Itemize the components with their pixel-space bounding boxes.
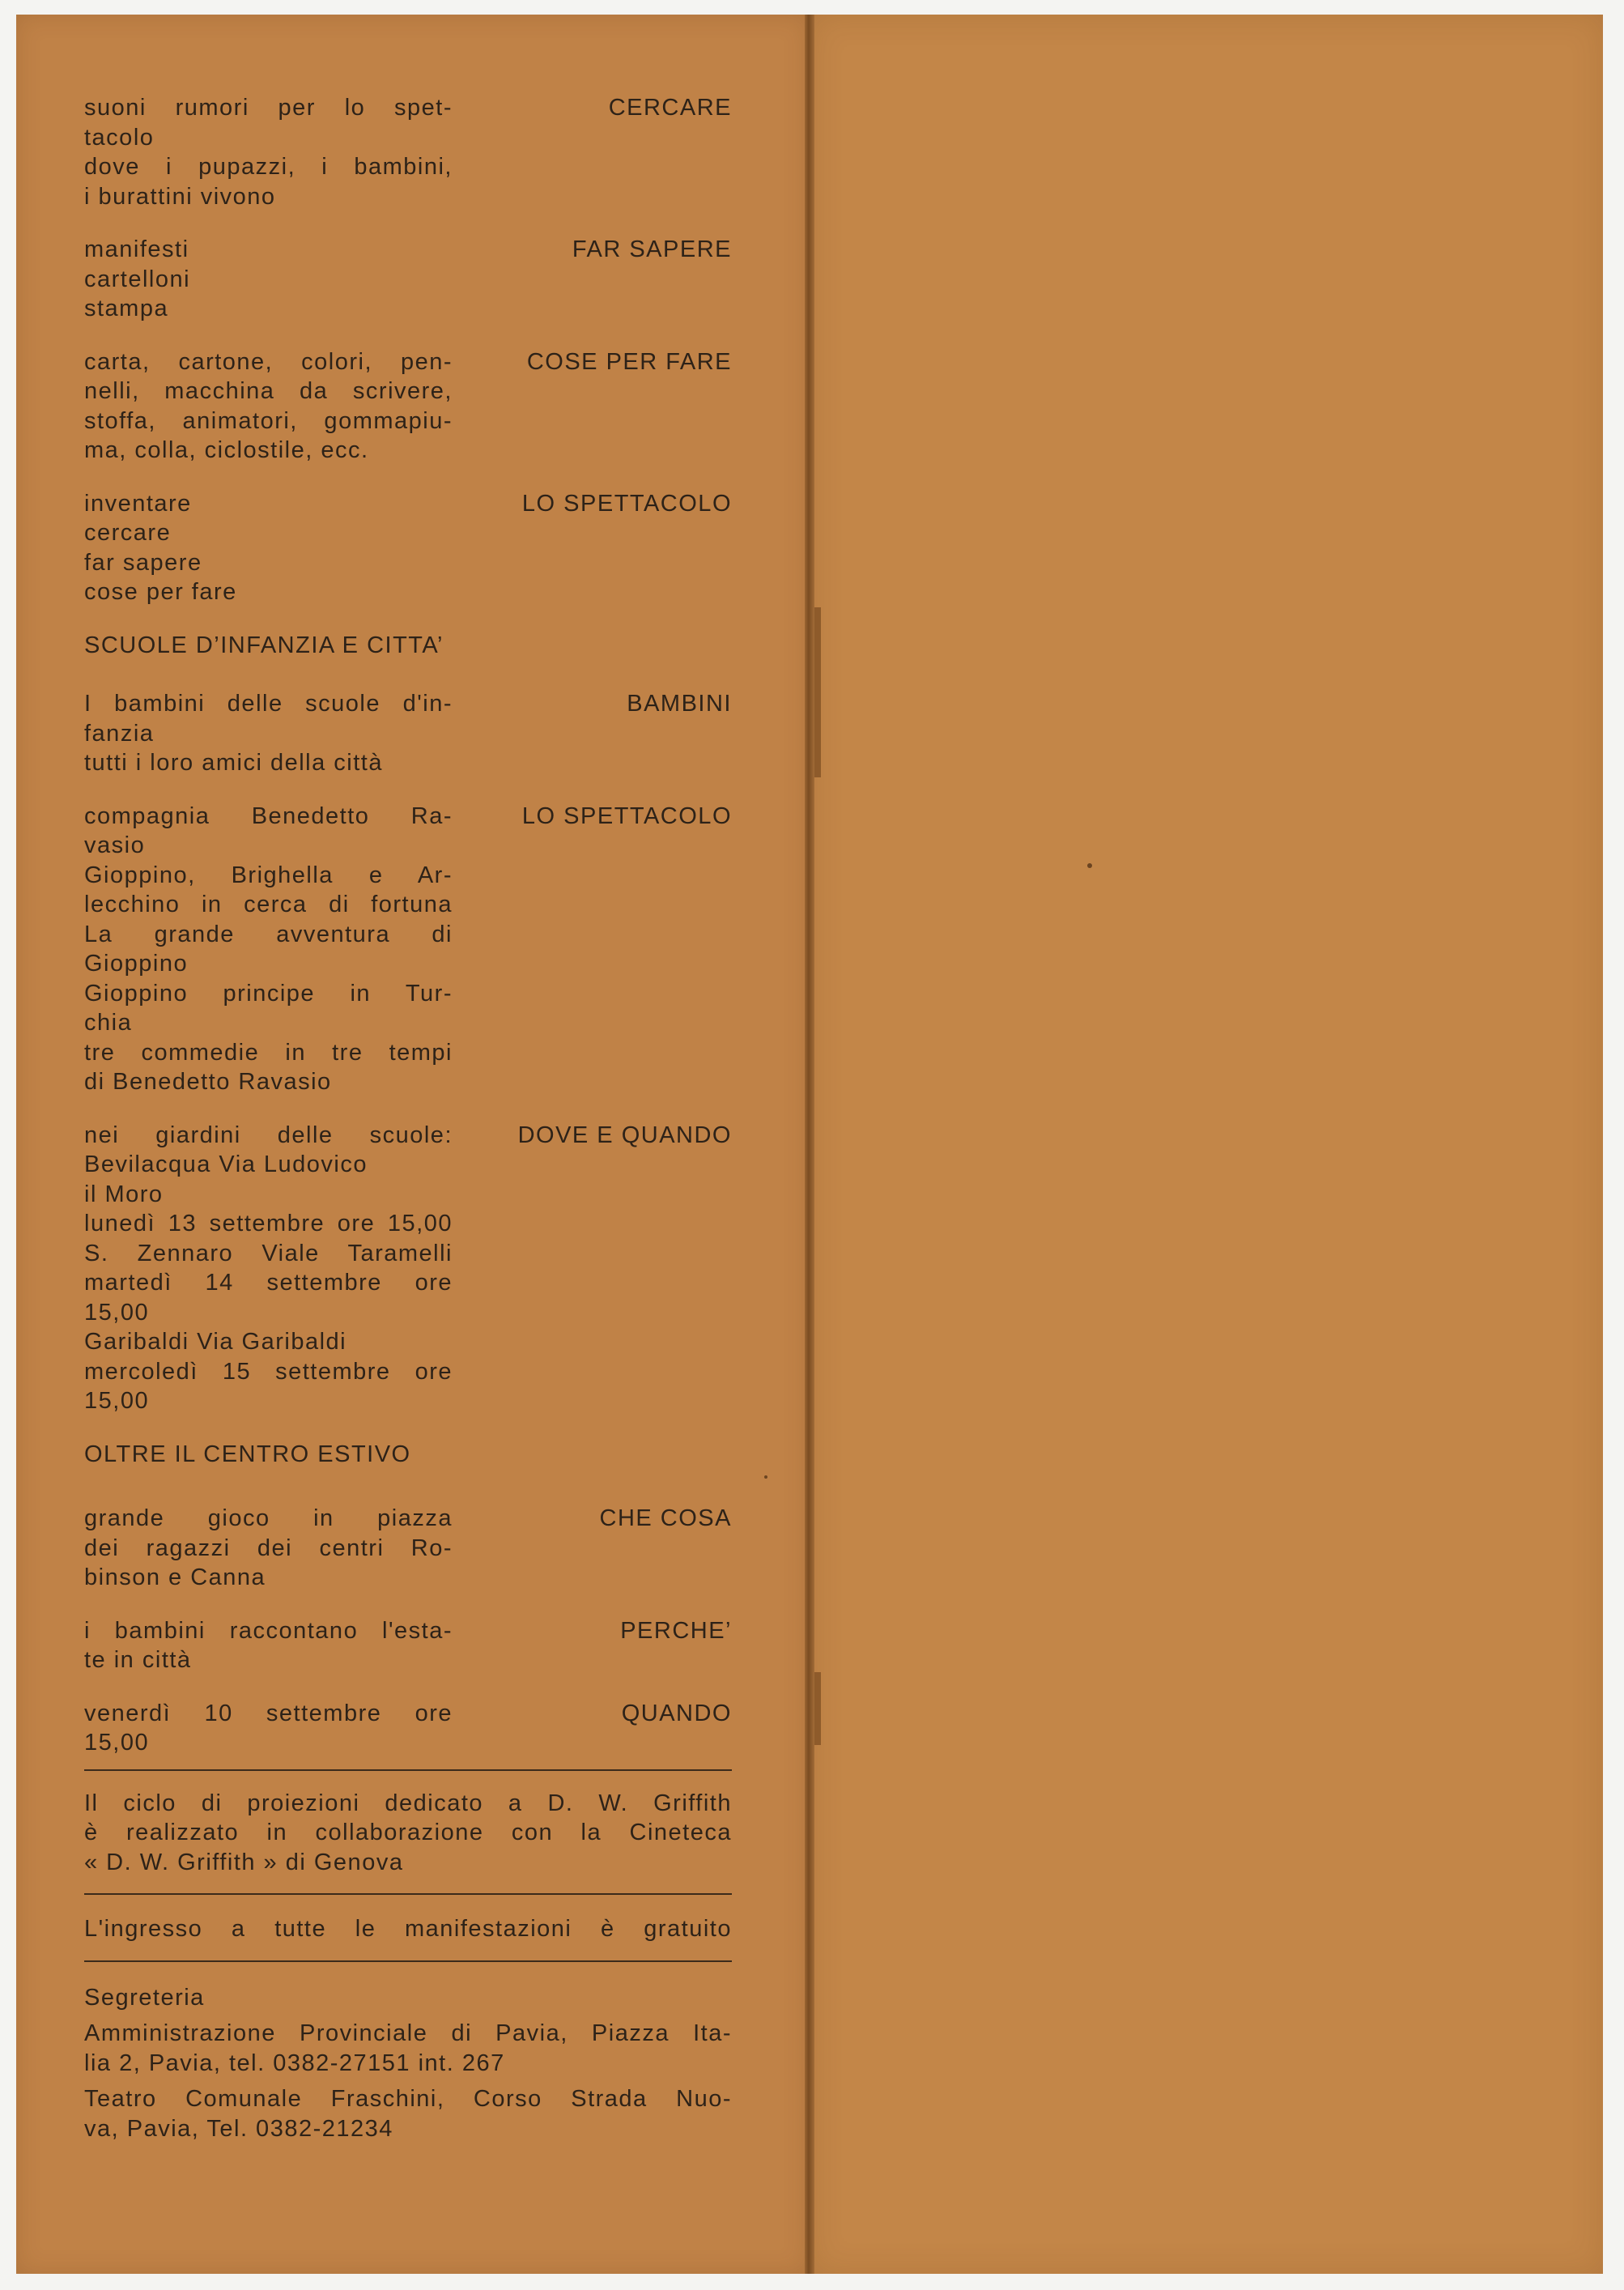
row-text-line: di Benedetto Ravasio [84,1069,332,1095]
row-text-line: cartelloni [84,266,191,292]
row-text-line: dei ragazzi dei centri Ro- [84,1534,453,1561]
row-text-line: stoffa, animatori, gommapiu- [84,407,453,434]
paper-speck [1087,863,1092,868]
row-text-line: 15,00 [84,1730,150,1756]
secretariat-line: Teatro Comunale Fraschini, Corso Strada Nuo- [84,2086,732,2112]
row-text-line: manifesti [84,236,189,262]
row-text-line: i bambini raccontano l'esta- [84,1617,453,1644]
row-text-line: dove i pupazzi, i bambini, [84,154,453,180]
program-row [84,1616,732,1675]
row-text-line: 15,00 [84,1388,150,1414]
row-text-line: stampa [84,296,169,321]
row-text-line: lunedì 13 settembre ore 15,00 [84,1211,453,1237]
program-row [84,689,732,778]
row-text-line: cercare [84,520,172,546]
program-text [84,93,732,2143]
row-text-line: suoni rumori per lo spet- [84,95,453,121]
row-text-line: inventare [84,490,192,517]
spine-notch [814,1672,821,1745]
row-text-line: tutti i loro amici della città [84,750,383,776]
secretariat-line: lia 2, Pavia, tel. 0382-27151 int. 267 [84,2050,505,2076]
row-label: COSE PER FARE [526,348,732,375]
right-page-blank [811,15,1603,2274]
row-label: LO SPETTACOLO [521,490,732,517]
row-text-line: La grande avventura di [84,921,453,947]
row-text-line: il Moro [84,1181,164,1207]
row-text-line: cose per fare [84,579,237,605]
admission-note: L'ingresso a tutte le manifestazioni è gratuito [84,1916,732,1942]
program-row [84,1699,732,1758]
credits-line: « D. W. Griffith » di Genova [84,1849,404,1875]
secretariat-line: Amministrazione Provinciale di Pavia, Piazza Ita- [84,2020,732,2046]
section-heading: OLTRE IL CENTRO ESTIVO [84,1441,411,1467]
paper-speck [764,1475,767,1479]
row-label: LO SPETTACOLO [521,802,732,829]
row-label: QUANDO [621,1700,732,1726]
row-text-line: 15,00 [84,1299,150,1326]
credits-paragraph [84,1789,732,1878]
row-label: BAMBINI [627,691,732,717]
row-text-line: venerdì 10 settembre ore [84,1700,453,1726]
row-text-line: grande gioco in piazza [84,1505,453,1531]
row-text-line: compagnia Benedetto Ra- [84,802,453,829]
row-text-line: nelli, macchina da scrivere, [84,378,453,404]
row-text-line: carta, cartone, colori, pen- [84,348,453,375]
spine-notch [814,607,821,777]
row-text-line: mercoledì 15 settembre ore [84,1358,453,1385]
row-label: CHE COSA [599,1505,732,1531]
row-text-line: nei giardini delle scuole: [84,1122,453,1148]
secretariat-block [84,1983,732,2144]
divider-rule [84,1769,732,1771]
program-row [84,93,732,211]
row-text-line: tre commedie in tre tempi [84,1039,453,1066]
row-label: CERCARE [608,95,732,121]
secretariat-line: va, Pavia, Tel. 0382-21234 [84,2115,393,2142]
program-row [84,489,732,607]
row-text-line: Gioppino, Brighella e Ar- [84,862,453,888]
credits-line: Il ciclo di proiezioni dedicato a D. W. Griffith [84,1790,732,1816]
row-label: PERCHE’ [620,1617,732,1644]
program-row [84,1504,732,1593]
row-text-line: te in città [84,1647,192,1673]
secretariat-title: Segreteria [84,1984,205,2011]
section-heading: SCUOLE D’INFANZIA E CITTA’ [84,632,444,658]
row-text-line: Gioppino [84,951,189,977]
row-text-line: Gioppino principe in Tur- [84,980,453,1007]
row-text-line: binson e Canna [84,1564,266,1590]
credits-line: è realizzato in collaborazione con la Cineteca [84,1820,732,1845]
row-text-line: vasio [84,832,146,858]
row-text-line: lecchino in cerca di fortuna [84,892,453,917]
spine-fold [805,15,814,2274]
row-text-line: Bevilacqua Via Ludovico [84,1151,368,1177]
row-text-line: ma, colla, ciclostile, ecc. [84,437,369,463]
row-text-line: tacolo [84,124,155,151]
row-text-line: I bambini delle scuole d'in- [84,691,453,717]
row-label: DOVE E QUANDO [517,1122,732,1148]
row-text-line: martedì 14 settembre ore [84,1270,453,1296]
row-text-line: Garibaldi Via Garibaldi [84,1329,347,1355]
program-row [84,802,732,1097]
divider-rule [84,1893,732,1895]
row-text-line: far sapere [84,549,202,576]
program-row [84,347,732,466]
program-row [84,235,732,324]
row-text-line: i burattini vivono [84,183,276,210]
divider-rule [84,1960,732,1962]
row-text-line: S. Zennaro Viale Taramelli [84,1240,453,1266]
program-row [84,1121,732,1416]
row-text-line: fanzia [84,720,155,747]
row-label: FAR SAPERE [572,236,732,262]
row-text-line: chia [84,1010,133,1036]
